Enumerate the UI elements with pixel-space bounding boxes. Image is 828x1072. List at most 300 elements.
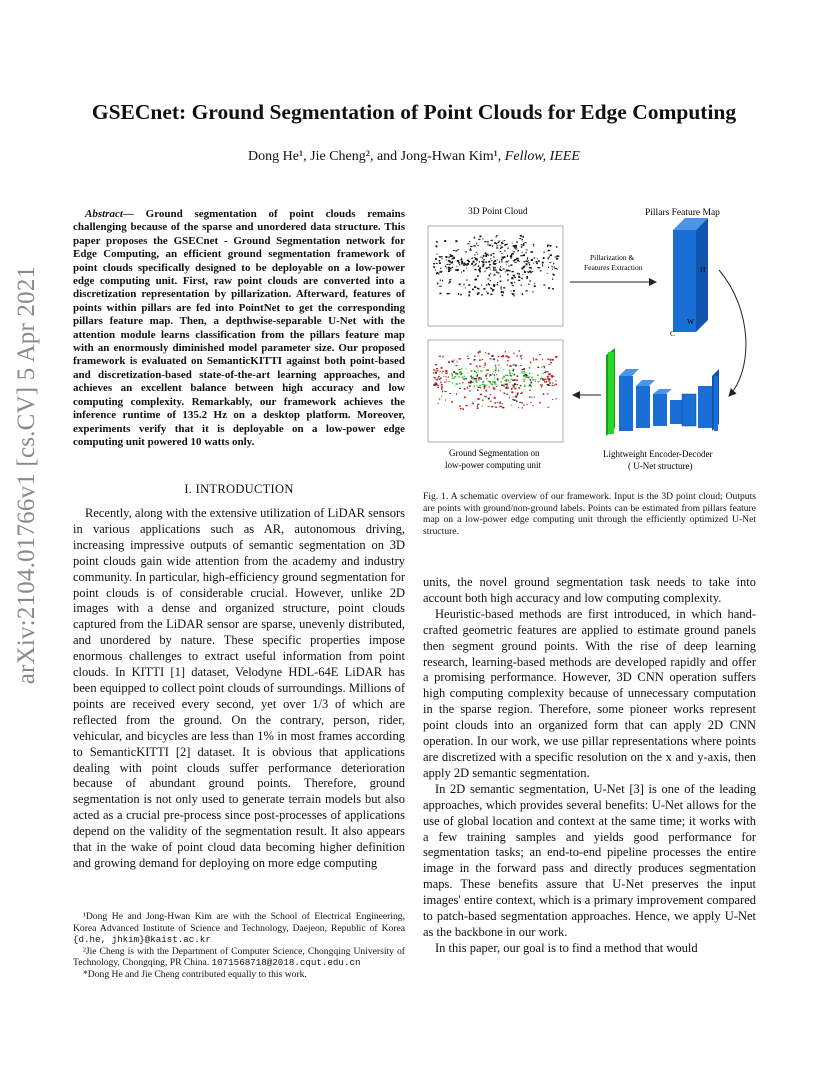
point-mark — [550, 362, 552, 363]
point-mark — [477, 275, 478, 277]
point-mark — [437, 273, 439, 274]
point-mark — [474, 371, 476, 372]
point-mark — [479, 359, 481, 360]
point-mark — [495, 407, 497, 408]
right-column-body — [423, 575, 756, 957]
point-mark — [490, 288, 492, 289]
point-mark — [509, 370, 511, 372]
point-mark — [552, 382, 553, 383]
point-mark — [495, 365, 496, 367]
point-mark — [476, 252, 478, 253]
point-mark — [457, 260, 459, 262]
point-mark — [437, 385, 439, 386]
point-mark — [504, 384, 506, 386]
point-mark — [500, 281, 502, 282]
point-mark — [461, 258, 463, 259]
point-mark — [501, 253, 502, 254]
point-mark — [513, 290, 515, 292]
point-mark — [503, 287, 505, 288]
point-mark — [487, 370, 488, 371]
point-mark — [448, 269, 450, 270]
point-mark — [529, 390, 530, 392]
point-mark — [436, 370, 438, 371]
point-mark — [555, 380, 556, 381]
point-mark — [433, 369, 435, 370]
point-mark — [532, 405, 533, 406]
point-mark — [458, 376, 460, 377]
point-mark — [479, 267, 481, 269]
point-mark — [484, 365, 486, 366]
point-mark — [478, 288, 480, 289]
point-mark — [523, 379, 525, 380]
point-mark — [553, 376, 554, 377]
point-mark — [485, 255, 487, 257]
point-mark — [506, 394, 508, 395]
point-mark — [433, 263, 435, 264]
abstract-text: — Ground segmentation of point clouds remains challenging because of the sparse and unordered data structure. This paper proposes the GSECnet - Ground Segmentation network for Edge Computing, an efficient ground segmentation framework of point clouds specifically designed to be deployable on a low-power edge computing unit. First, raw point clouds are converted into a discretization representation by pillarization. Afterward, features of points within pillars are fed into PointNet to get the corresponding pillars feature map. Then, a depthwise-separable U-Net with the attention module learns classification from the pillars feature map with an enormously diminished model parameter size. Our proposed framework is evaluated on SemanticKITTI against both point-based and discretization-based state-of-the-art learning approaches, and achieves an excellent balance between high accuracy and low computing complexity. Remarkably, our framework achieves the inference runtime of 135.2 Hz on a desktop platform. Moreover, experiments verify that it is deployable on a low-power edge computing unit powered 10 watts only. — [73, 208, 405, 448]
point-mark — [493, 284, 495, 286]
point-mark — [488, 244, 489, 246]
point-mark — [500, 266, 501, 267]
point-mark — [440, 280, 441, 281]
point-mark — [494, 374, 496, 375]
point-mark — [436, 379, 438, 381]
point-mark — [557, 255, 558, 257]
point-mark — [523, 404, 524, 405]
point-mark — [503, 268, 505, 269]
point-mark — [513, 275, 515, 277]
point-mark — [495, 372, 496, 373]
point-mark — [450, 254, 452, 255]
point-mark — [439, 262, 441, 264]
point-mark — [477, 292, 479, 294]
point-mark — [522, 407, 523, 409]
point-mark — [467, 243, 469, 244]
point-mark — [441, 256, 442, 257]
point-mark — [487, 373, 488, 374]
point-mark — [438, 376, 440, 377]
point-mark — [535, 379, 536, 381]
point-mark — [520, 365, 522, 366]
point-mark — [459, 369, 461, 370]
point-mark — [533, 358, 535, 359]
label-ground-seg-1: Ground Segmentation on — [449, 448, 540, 458]
point-mark — [496, 236, 497, 237]
point-mark — [484, 396, 486, 397]
point-mark — [442, 280, 443, 282]
point-mark — [515, 249, 517, 250]
point-mark — [514, 277, 516, 278]
point-mark — [529, 367, 531, 369]
unet-encoder-decoder — [606, 348, 719, 436]
ground-segmentation-panel — [428, 340, 563, 442]
point-mark — [439, 286, 441, 287]
point-mark — [524, 373, 526, 374]
point-mark — [548, 374, 550, 376]
point-mark — [491, 260, 492, 261]
point-mark — [479, 261, 480, 263]
point-mark — [488, 283, 489, 285]
point-mark — [507, 244, 508, 245]
point-mark — [474, 245, 476, 247]
point-mark — [469, 385, 471, 387]
point-mark — [450, 270, 452, 271]
point-mark — [489, 261, 491, 263]
point-mark — [493, 263, 494, 265]
point-mark — [466, 368, 467, 369]
point-mark — [541, 378, 542, 379]
point-mark — [526, 264, 527, 266]
point-mark — [479, 385, 481, 386]
point-mark — [513, 371, 514, 372]
point-mark — [485, 352, 486, 353]
point-mark — [489, 376, 490, 377]
point-mark — [555, 398, 556, 399]
point-mark — [445, 266, 446, 267]
point-mark — [440, 271, 442, 272]
point-mark — [467, 358, 469, 359]
point-mark — [512, 294, 514, 296]
point-mark — [448, 376, 449, 377]
point-mark — [543, 252, 544, 253]
point-mark — [437, 378, 439, 379]
point-mark — [501, 291, 503, 293]
point-mark — [513, 387, 515, 388]
point-mark — [517, 384, 519, 385]
point-mark — [504, 369, 505, 370]
point-mark — [475, 381, 477, 382]
point-mark — [486, 291, 487, 292]
point-mark — [487, 292, 489, 294]
point-mark — [468, 261, 470, 263]
point-mark — [542, 373, 543, 374]
point-mark — [542, 262, 544, 264]
point-mark — [457, 384, 458, 385]
point-mark — [471, 263, 473, 265]
point-mark — [442, 384, 443, 385]
point-mark — [478, 245, 479, 246]
point-mark — [482, 359, 483, 360]
point-mark — [523, 266, 525, 268]
point-mark — [441, 388, 442, 390]
point-mark — [516, 258, 518, 260]
point-mark — [449, 279, 451, 280]
point-mark — [500, 381, 502, 382]
point-mark — [456, 374, 458, 375]
point-mark — [461, 368, 462, 370]
point-mark — [511, 379, 513, 380]
point-mark — [480, 387, 481, 388]
intro-text: Recently, along with the extensive utilization of LiDAR sensors in various applications such as AR, autonomous driving, increasing impressive outputs of semantic segmentation on 3D point clouds gain wide attention from the academy and industry community. In particular, high-efficiency ground segmentation for point clouds is of considerable crucial. However, unlike 2D images with a dense and organized structure, point clouds captured from the LiDAR sensor are sparse, unevenly distributed, and unordered by nature. These specific properties impose enormous challenges to extract useful information from point clouds. In KITTI [1] dataset, Velodyne HDL-64E LiDAR has been equipped to collect point clouds of surroundings. Millions of points are received every second, yet over 1/3 of which are reflected from the ground. On the contrary, person, rider, vehicular, and bicycles are less than 1% in most frames according to SemanticKITTI [2] dataset. It is obvious that applications dealing with point clouds suffer performance deterioration because of abundant ground points. Therefore, ground segmentation is not only used to generate terrain models but also acted as a crucial pre-process since post-processes of applications depend on the validity of the segmentation result. It also appears that in the wake of point cloud data becoming higher definition and growing demand for deploying on more edge computing — [73, 506, 405, 870]
point-mark — [445, 240, 446, 242]
point-mark — [482, 399, 483, 401]
figure-1 — [423, 200, 758, 475]
point-mark — [464, 284, 465, 286]
point-mark — [493, 269, 494, 271]
point-mark — [439, 260, 441, 262]
footnote-3: *Dong He and Jie Cheng contributed equally to this work. — [83, 968, 307, 980]
point-mark — [474, 356, 476, 357]
point-mark — [542, 359, 543, 360]
point-mark — [464, 263, 465, 265]
point-mark — [530, 402, 531, 403]
point-mark — [533, 245, 534, 247]
point-mark — [552, 385, 553, 387]
point-mark — [447, 293, 449, 295]
point-mark — [516, 241, 518, 242]
point-mark — [481, 294, 483, 295]
point-mark — [508, 260, 509, 261]
point-mark — [488, 406, 490, 407]
point-mark — [439, 399, 441, 400]
point-mark — [507, 279, 508, 281]
point-mark — [548, 267, 549, 268]
point-mark — [468, 294, 470, 296]
point-mark — [493, 289, 495, 291]
point-mark — [537, 375, 539, 377]
point-mark — [492, 371, 494, 372]
point-mark — [461, 271, 462, 273]
point-mark — [509, 382, 511, 383]
point-mark — [531, 259, 533, 261]
point-mark — [494, 267, 496, 269]
point-mark — [485, 363, 487, 365]
point-mark — [493, 268, 494, 269]
point-mark — [522, 252, 523, 253]
point-mark — [484, 384, 486, 385]
point-mark — [448, 283, 450, 284]
point-mark — [468, 263, 469, 264]
point-mark — [537, 258, 538, 259]
point-mark — [544, 379, 545, 381]
point-mark — [453, 371, 455, 373]
point-mark — [513, 251, 515, 252]
point-mark — [511, 264, 513, 265]
point-mark — [549, 262, 551, 263]
point-mark — [459, 372, 461, 373]
point-mark — [495, 367, 497, 369]
point-mark — [512, 243, 513, 244]
point-mark — [476, 375, 477, 377]
point-mark — [513, 245, 515, 247]
point-mark — [496, 243, 498, 244]
point-mark — [519, 261, 520, 262]
point-mark — [537, 367, 539, 368]
point-mark — [521, 358, 522, 359]
point-mark — [534, 397, 535, 398]
point-mark — [521, 278, 522, 279]
point-mark — [490, 280, 491, 281]
point-mark — [544, 381, 545, 383]
point-mark — [488, 398, 490, 400]
point-mark — [440, 382, 441, 384]
point-mark — [477, 389, 478, 391]
point-mark — [468, 372, 469, 373]
point-mark — [500, 251, 502, 252]
point-mark — [526, 276, 528, 278]
point-mark — [526, 278, 528, 279]
point-mark — [454, 376, 456, 378]
point-mark — [521, 369, 523, 370]
point-mark — [477, 368, 478, 369]
point-mark — [453, 256, 454, 257]
point-mark — [552, 359, 554, 361]
point-mark — [461, 261, 463, 263]
point-mark — [474, 254, 475, 255]
point-mark — [477, 405, 478, 406]
point-mark — [499, 406, 501, 408]
point-mark — [487, 279, 489, 280]
point-mark — [538, 260, 540, 261]
point-mark — [496, 374, 497, 375]
point-mark — [528, 260, 529, 261]
point-mark — [459, 283, 461, 285]
point-mark — [530, 379, 531, 381]
point-mark — [445, 256, 447, 258]
point-mark — [518, 407, 519, 408]
point-mark — [477, 380, 478, 381]
label-3d-point-cloud: 3D Point Cloud — [468, 207, 528, 217]
point-mark — [510, 258, 511, 259]
point-mark — [483, 260, 484, 262]
point-mark — [552, 269, 553, 270]
point-mark — [502, 243, 503, 244]
point-mark — [495, 402, 497, 404]
arxiv-identifier — [2, 265, 52, 685]
point-mark — [547, 394, 549, 395]
point-mark — [531, 377, 533, 379]
point-mark — [522, 236, 524, 238]
framework-diagram — [423, 200, 758, 475]
point-mark — [440, 371, 441, 373]
point-mark — [474, 279, 476, 281]
point-mark — [441, 384, 442, 386]
point-mark — [515, 245, 517, 247]
point-mark — [490, 374, 492, 376]
point-mark — [519, 273, 520, 275]
point-mark — [453, 250, 455, 251]
point-mark — [436, 273, 438, 275]
point-mark — [488, 381, 490, 382]
point-mark — [537, 381, 539, 382]
point-mark — [510, 256, 512, 257]
point-mark — [452, 261, 453, 262]
point-mark — [438, 403, 439, 405]
point-mark — [435, 383, 437, 384]
point-mark — [489, 264, 490, 265]
point-mark — [441, 396, 442, 397]
point-mark — [443, 356, 444, 358]
point-mark — [512, 271, 514, 272]
point-mark — [514, 282, 515, 283]
point-mark — [472, 403, 474, 405]
point-mark — [446, 381, 447, 382]
point-mark — [483, 288, 485, 290]
point-mark — [554, 268, 555, 269]
figure-caption: Fig. 1. A schematic overview of our framework. Input is the 3D point cloud; Outputs are points with ground/non-ground labels. Points can be estimated from pillars feature map on a low-power edge computing unit through the efficiently optimized U-Net structure. — [423, 491, 756, 537]
point-mark — [435, 269, 436, 270]
point-mark — [547, 376, 549, 378]
point-mark — [500, 276, 501, 278]
point-mark — [513, 385, 515, 387]
point-mark — [512, 277, 513, 279]
point-mark — [556, 258, 558, 260]
point-mark — [476, 263, 477, 264]
point-mark — [503, 407, 504, 408]
point-mark — [508, 380, 509, 381]
point-mark — [509, 374, 510, 375]
point-mark — [517, 250, 519, 252]
point-mark — [506, 261, 508, 263]
point-mark — [513, 260, 515, 261]
point-mark — [507, 274, 509, 276]
point-mark — [465, 405, 467, 406]
point-mark — [469, 363, 471, 364]
point-mark — [498, 370, 499, 372]
point-mark — [539, 402, 540, 404]
point-mark — [543, 366, 544, 367]
point-mark — [467, 355, 468, 357]
point-mark — [463, 264, 464, 266]
point-mark — [455, 240, 457, 242]
point-mark — [504, 240, 505, 241]
point-mark — [511, 405, 512, 406]
point-mark — [449, 393, 451, 394]
point-mark — [539, 354, 541, 355]
point-mark — [488, 261, 489, 262]
point-mark — [533, 244, 535, 245]
point-mark — [459, 405, 461, 406]
point-mark — [516, 400, 517, 402]
point-mark — [487, 241, 489, 242]
label-pillars-feature-map: Pillars Feature Map — [645, 208, 720, 218]
point-mark — [465, 287, 466, 288]
point-mark — [549, 379, 551, 381]
point-mark — [436, 245, 438, 247]
point-mark — [454, 360, 455, 361]
point-mark — [531, 251, 533, 253]
point-mark — [446, 379, 447, 380]
point-mark — [502, 407, 504, 409]
point-mark — [519, 350, 520, 352]
point-mark — [505, 387, 507, 389]
point-mark — [490, 269, 491, 270]
point-mark — [525, 376, 527, 378]
point-mark — [457, 269, 459, 271]
point-mark — [452, 378, 454, 379]
abstract-label: Abstract — [85, 208, 123, 220]
point-mark — [552, 288, 554, 290]
point-mark — [513, 396, 514, 397]
point-mark — [552, 279, 553, 280]
point-mark — [476, 378, 477, 380]
point-mark — [523, 254, 525, 256]
point-mark — [511, 282, 513, 284]
point-mark — [529, 264, 530, 266]
point-mark — [453, 378, 454, 379]
point-mark — [523, 243, 524, 244]
point-mark — [460, 294, 461, 296]
point-mark — [440, 268, 441, 270]
point-mark — [535, 359, 537, 361]
point-mark — [457, 249, 459, 250]
point-mark — [451, 373, 453, 374]
point-mark — [482, 262, 484, 264]
point-mark — [512, 253, 514, 255]
point-mark — [512, 370, 514, 371]
point-mark — [516, 397, 518, 398]
point-mark — [526, 252, 527, 254]
